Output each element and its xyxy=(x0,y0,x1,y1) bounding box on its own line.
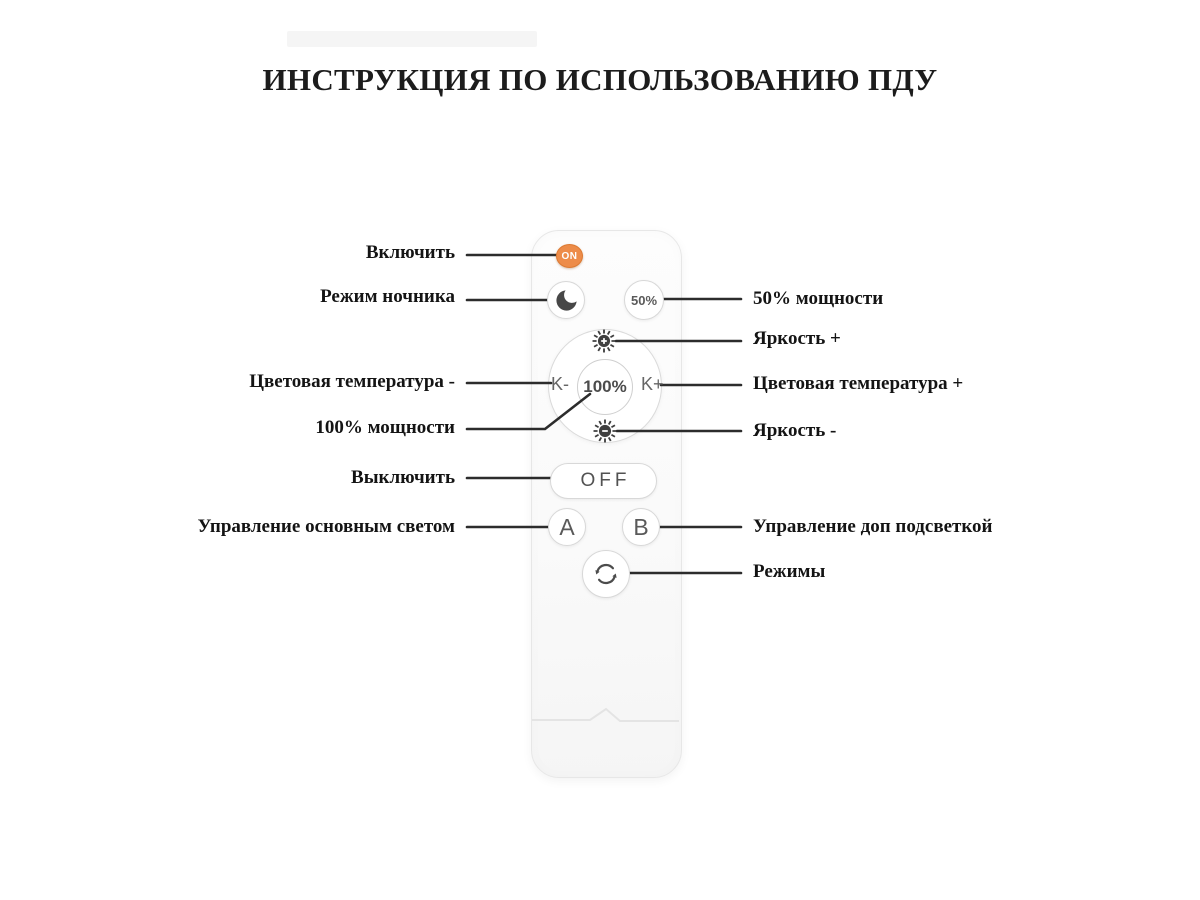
color-temp-minus-button: K- xyxy=(551,374,569,394)
100-percent-button: 100% xyxy=(577,359,633,415)
label-night-mode: Режим ночника xyxy=(320,286,455,307)
label-modes: Режимы xyxy=(753,561,826,582)
night-mode-button xyxy=(547,281,585,319)
label-50-power: 50% мощности xyxy=(753,288,884,309)
page-title: ИНСТРУКЦИЯ ПО ИСПОЛЬЗОВАНИЮ ПДУ xyxy=(262,62,938,97)
cycle-arrows-icon xyxy=(591,559,621,589)
on-button: ON xyxy=(556,244,583,268)
sun-plus-icon xyxy=(591,341,617,358)
label-color-temp-plus: Цветовая температура + xyxy=(753,373,964,394)
crescent-moon-icon xyxy=(553,287,580,314)
brightness-minus-button xyxy=(592,418,618,444)
label-power-on: Включить xyxy=(365,242,455,263)
label-aux-light: Управление доп подсветкой xyxy=(753,516,993,537)
label-main-light: Управление основным светом xyxy=(197,516,455,537)
label-brightness-plus: Яркость + xyxy=(753,328,841,349)
off-button: OFF xyxy=(550,463,657,499)
label-100-power: 100% мощности xyxy=(315,417,455,438)
label-brightness-minus: Яркость - xyxy=(753,420,837,441)
color-temp-plus-button: K+ xyxy=(641,374,664,394)
brightness-plus-button xyxy=(591,328,617,354)
modes-button xyxy=(582,550,630,598)
sun-minus-icon xyxy=(592,431,618,448)
label-power-off: Выключить xyxy=(351,467,455,488)
channel-a-button: A xyxy=(548,508,586,546)
channel-b-button: B xyxy=(622,508,660,546)
label-color-temp-minus: Цветовая температура - xyxy=(249,371,455,392)
50-percent-button: 50% xyxy=(624,280,664,320)
